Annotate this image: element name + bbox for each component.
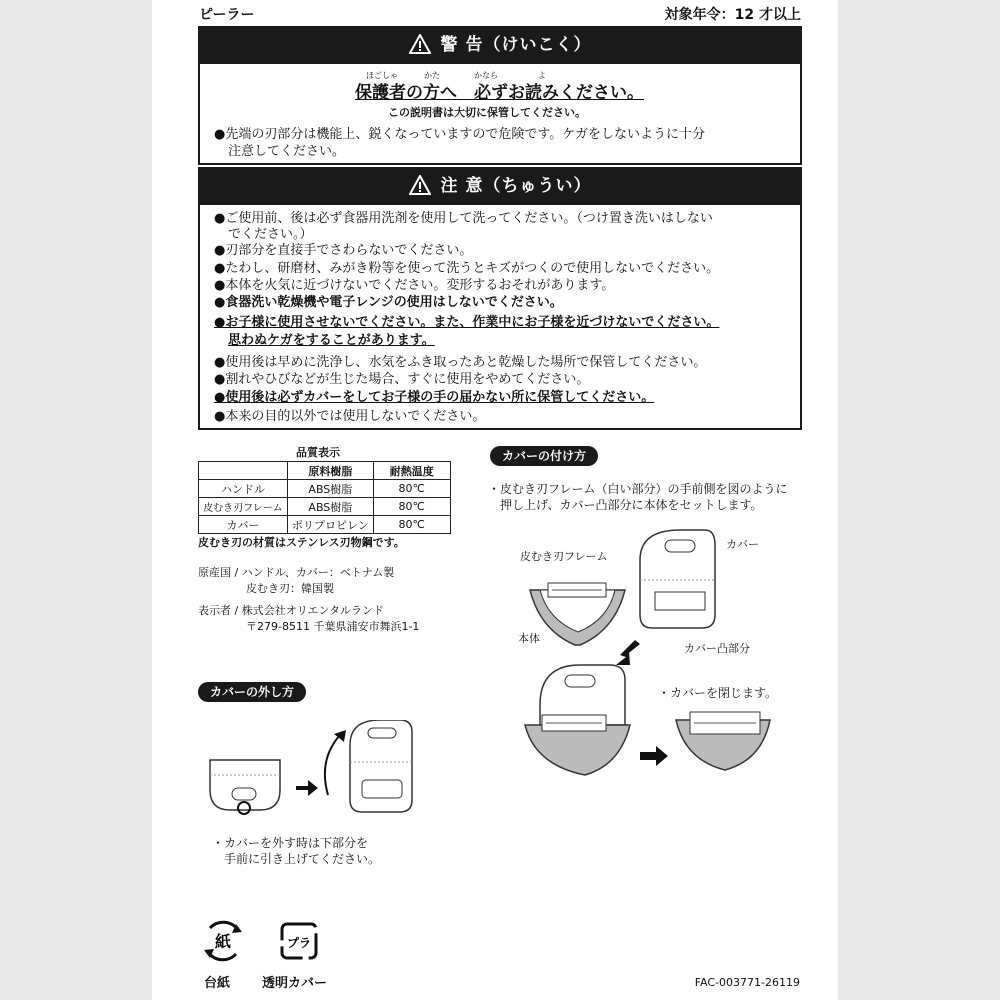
table-cell: 80℃ bbox=[373, 480, 450, 498]
label-frame: 皮むき刃フレーム bbox=[520, 550, 608, 563]
cover-bottom-illustration bbox=[210, 760, 280, 814]
caution-line: ●お子様に使用させないでください。また、作業中にお子様を近づけないでください。 bbox=[214, 315, 720, 330]
attach-text-2: 押し上げ、カバー凸部分に本体をセットします。 bbox=[500, 498, 763, 512]
product-name: ピーラー bbox=[199, 7, 255, 23]
ruby-yo: よ bbox=[538, 71, 546, 80]
warning-icon bbox=[409, 175, 431, 195]
product-code: FAC-003771-26119 bbox=[694, 976, 800, 989]
arrow-up-curve-icon bbox=[325, 735, 340, 795]
table-cell: ハンドル bbox=[199, 480, 288, 498]
table-header-cell: 耐熱温度 bbox=[373, 462, 450, 480]
table-cell: 80℃ bbox=[373, 516, 450, 534]
remove-text-1: ・カバーを外す時は下部分を bbox=[212, 836, 369, 850]
attach-text-1: ・皮むき刃フレーム（白い部分）の手前側を図のように bbox=[488, 482, 788, 496]
attach-title: カバーの付け方 bbox=[490, 446, 598, 466]
warning-icon bbox=[409, 34, 431, 54]
close-cover-text: ・カバーを閉じます。 bbox=[658, 686, 778, 700]
label-cover: カバー bbox=[726, 538, 759, 551]
label-bump: カバー凸部分 bbox=[684, 642, 750, 655]
caution-line: ●割れやひびなどが生じた場合、すぐに使用をやめてください。 bbox=[214, 372, 590, 387]
caution-line: ●使用後は早めに洗浄し、水気をふき取ったあと乾燥した場所で保管してください。 bbox=[214, 355, 707, 370]
quality-title: 品質表示 bbox=[296, 446, 340, 459]
maker-line-2: 〒279-8511 千葉県浦安市舞浜1-1 bbox=[246, 620, 420, 633]
paper-label: 台紙 bbox=[204, 976, 231, 991]
plastic-recycle-icon bbox=[276, 918, 322, 964]
keep-notice: この説明書は大切に保管してください。 bbox=[388, 106, 586, 119]
caution-line: でください。） bbox=[228, 227, 313, 242]
caution-line: ●本来の目的以外では使用しないでください。 bbox=[214, 409, 486, 424]
caution-line: ●たわし、研磨材、みがき粉等を使って洗うとキズがつくので使用しないでください。 bbox=[214, 261, 720, 276]
target-age: 対象年令：12 才以上 bbox=[664, 7, 801, 23]
caution-line: ●刃部分を直接手でさわらないでください。 bbox=[214, 243, 473, 258]
cover-illustration bbox=[640, 530, 715, 628]
ruby-kanara: かなら bbox=[474, 71, 498, 80]
caution-line: 思わぬケガをすることがあります。 bbox=[228, 333, 435, 348]
remove-title: カバーの外し方 bbox=[198, 682, 306, 702]
quality-table bbox=[198, 461, 451, 534]
table-row bbox=[199, 498, 451, 516]
cover-open-illustration bbox=[350, 720, 412, 812]
table-header-cell: 原料樹脂 bbox=[288, 462, 374, 480]
guardian-notice: 保護者の方へ 必ずお読みください。 bbox=[355, 83, 644, 103]
caution-line: ●本体を火気に近づけないでください。変形するおそれがあります。 bbox=[214, 278, 615, 293]
table-row bbox=[199, 462, 451, 480]
table-cell: ABS樹脂 bbox=[288, 498, 374, 516]
peeler-with-cover-illustration bbox=[525, 665, 630, 775]
table-row bbox=[199, 480, 451, 498]
caution-header bbox=[198, 167, 802, 205]
warning-line-2: 注意してください。 bbox=[228, 144, 346, 159]
warning-title: 警 告（けいこく） bbox=[440, 35, 592, 55]
origin-line-2: 皮むき刃：韓国製 bbox=[246, 582, 334, 595]
paper-recycle-icon bbox=[200, 918, 246, 964]
ruby-hogosha: ほごしゃ bbox=[366, 71, 398, 80]
table-cell: ABS樹脂 bbox=[288, 480, 374, 498]
plastic-mark-text: プラ bbox=[286, 936, 312, 950]
paper-mark-text: 紙 bbox=[214, 932, 232, 951]
table-cell: ポリプロピレン bbox=[288, 516, 374, 534]
table-row bbox=[199, 516, 451, 534]
remove-diagram bbox=[200, 720, 430, 820]
label-body: 本体 bbox=[518, 632, 540, 645]
warning-line-1: ●先端の刃部分は機能上、鋭くなっていますので危険です。ケガをしないように十分 bbox=[214, 127, 706, 142]
table-cell: 80℃ bbox=[373, 498, 450, 516]
blade-material: 皮むき刃の材質はステンレス刃物鋼です。 bbox=[198, 536, 405, 549]
remove-text-2: 手前に引き上げてください。 bbox=[224, 852, 381, 866]
table-cell: カバー bbox=[199, 516, 288, 534]
caution-line: ●食器洗い乾燥機や電子レンジの使用はしないでください。 bbox=[214, 295, 563, 310]
table-header-cell bbox=[199, 462, 288, 480]
ruby-kata: かた bbox=[424, 71, 440, 80]
caution-line: ●ご使用前、後は必ず食器用洗剤を使用して洗ってください。（つけ置き洗いはしない bbox=[214, 211, 713, 226]
peeler-body-illustration bbox=[530, 583, 625, 645]
table-cell: 皮むき刃フレーム bbox=[199, 498, 288, 516]
caution-title: 注 意（ちゅうい） bbox=[440, 176, 592, 196]
maker-line-1: 表示者 / 株式会社オリエンタルランド bbox=[198, 604, 385, 617]
origin-line-1: 原産国 / ハンドル、カバー：ベトナム製 bbox=[198, 566, 395, 579]
warning-header bbox=[198, 26, 802, 64]
arrow-down-left-icon bbox=[616, 640, 640, 665]
closed-peeler-illustration bbox=[676, 712, 770, 770]
arrow-right-icon bbox=[640, 746, 668, 766]
caution-line: ●使用後は必ずカバーをしてお子様の手の届かない所に保管してください。 bbox=[214, 390, 655, 405]
plastic-label: 透明カバー bbox=[262, 976, 328, 991]
arrow-right-icon bbox=[296, 780, 318, 796]
